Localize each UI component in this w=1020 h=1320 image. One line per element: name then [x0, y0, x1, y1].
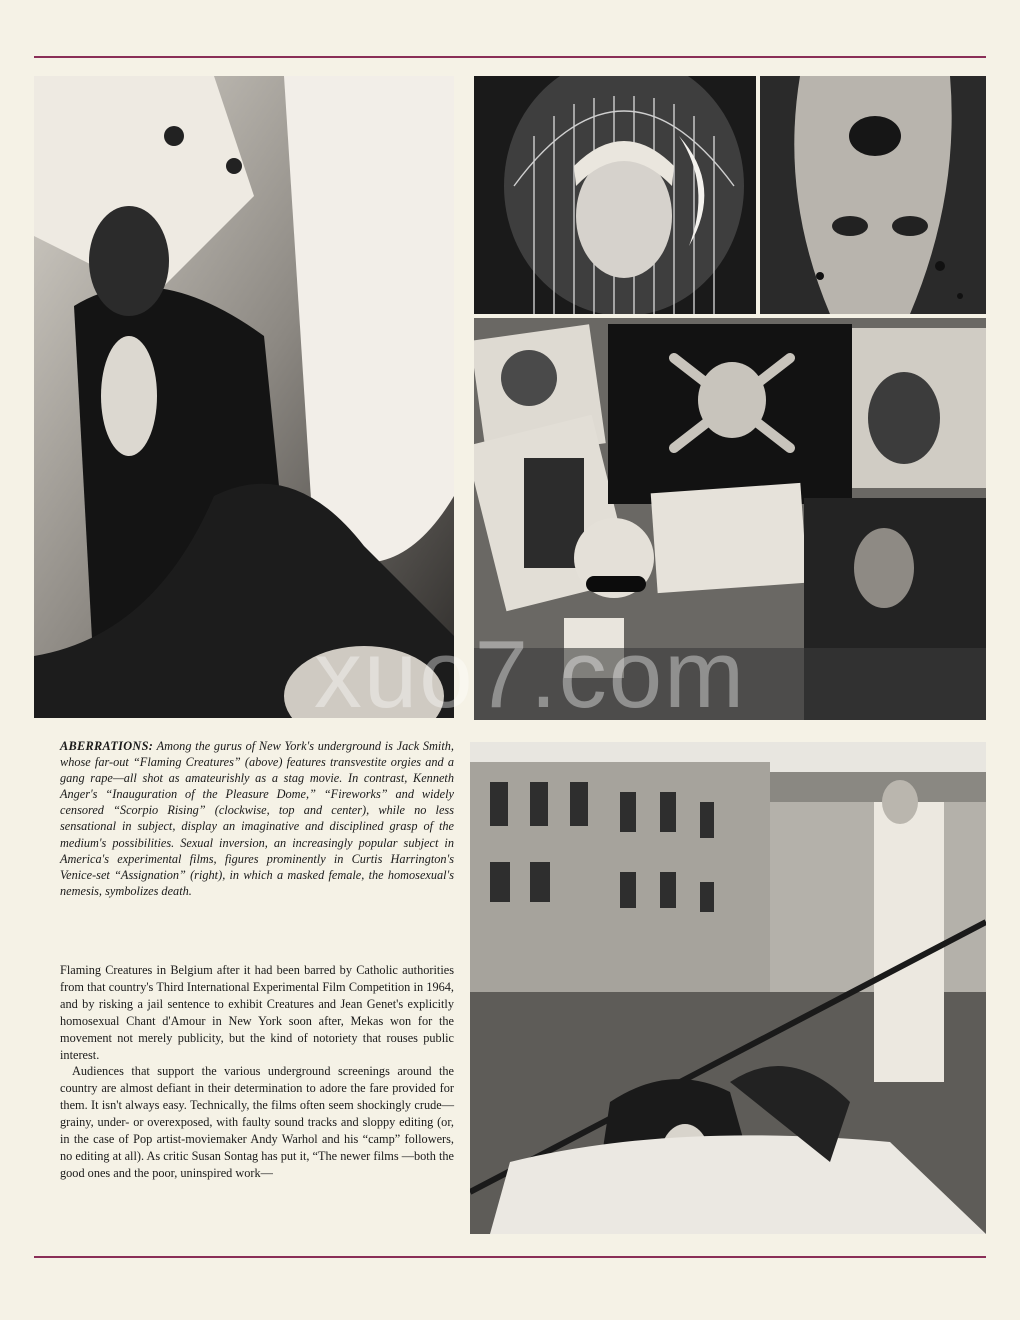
- bottom-rule: [34, 1256, 986, 1258]
- pleasure-dome-photo: [474, 76, 756, 314]
- caption-lead: ABERRATIONS:: [60, 739, 154, 753]
- photo-caption: [60, 738, 454, 899]
- article-body: [60, 962, 454, 1182]
- scorpio-rising-photo: [474, 318, 986, 720]
- top-rule: [34, 56, 986, 58]
- body-paragraph-1: Flaming Creatures in Belgium after it had been barred by Catholic authorities from that country's Third International Experimental Film Competition in 1964, and by risking a jail sentence to exhibit Creatures and Jean Genet's explicitly homosexual Chant d'Amour in New York soon after, Mekas won for the movement not merely publicity, but the kind of notoriety that rouses public interest.: [60, 963, 454, 1062]
- watermark: xuo7.com: [313, 621, 747, 728]
- caption-text: Among the gurus of New York's underground is Jack Smith, whose far-out “Flaming Creatures” (above) features transvestite orgies and a gang rape—all shot as amateurishly as a stag movie. In contrast, Kenneth Anger's “Inauguration of the Pleasure Dome,” “Fireworks” and widely censored “Scorpio Rising” (clockwise, top and center), while no less sensational in subject, display an imaginative and disciplined grasp of the medium's possibilities. Sexual inversion, an increasingly popular subject in America's experimental films, figures prominently in Curtis Harrington's Venice-set “Assignation” (right), in which a masked female, the homosexual's nemesis, symbolizes death.: [60, 739, 454, 898]
- body-paragraph-2: Audiences that support the various underground screenings around the country are almost defiant in their determination to adore the fare provided for them. It isn't always easy. Technically, the films often seem shockingly crude—grainy, under- or overexposed, with faulty sound tracks and sloppy editing (or, in the case of Pop artist-moviemaker Andy Warhol and his “camp” followers, no editing at all). As critic Susan Sontag has put it, “The newer films —both the good ones and the poor, uninspired work—: [60, 1064, 454, 1180]
- assignation-photo: [470, 742, 986, 1234]
- fireworks-photo: [760, 76, 986, 314]
- flaming-creatures-photo: [34, 76, 454, 718]
